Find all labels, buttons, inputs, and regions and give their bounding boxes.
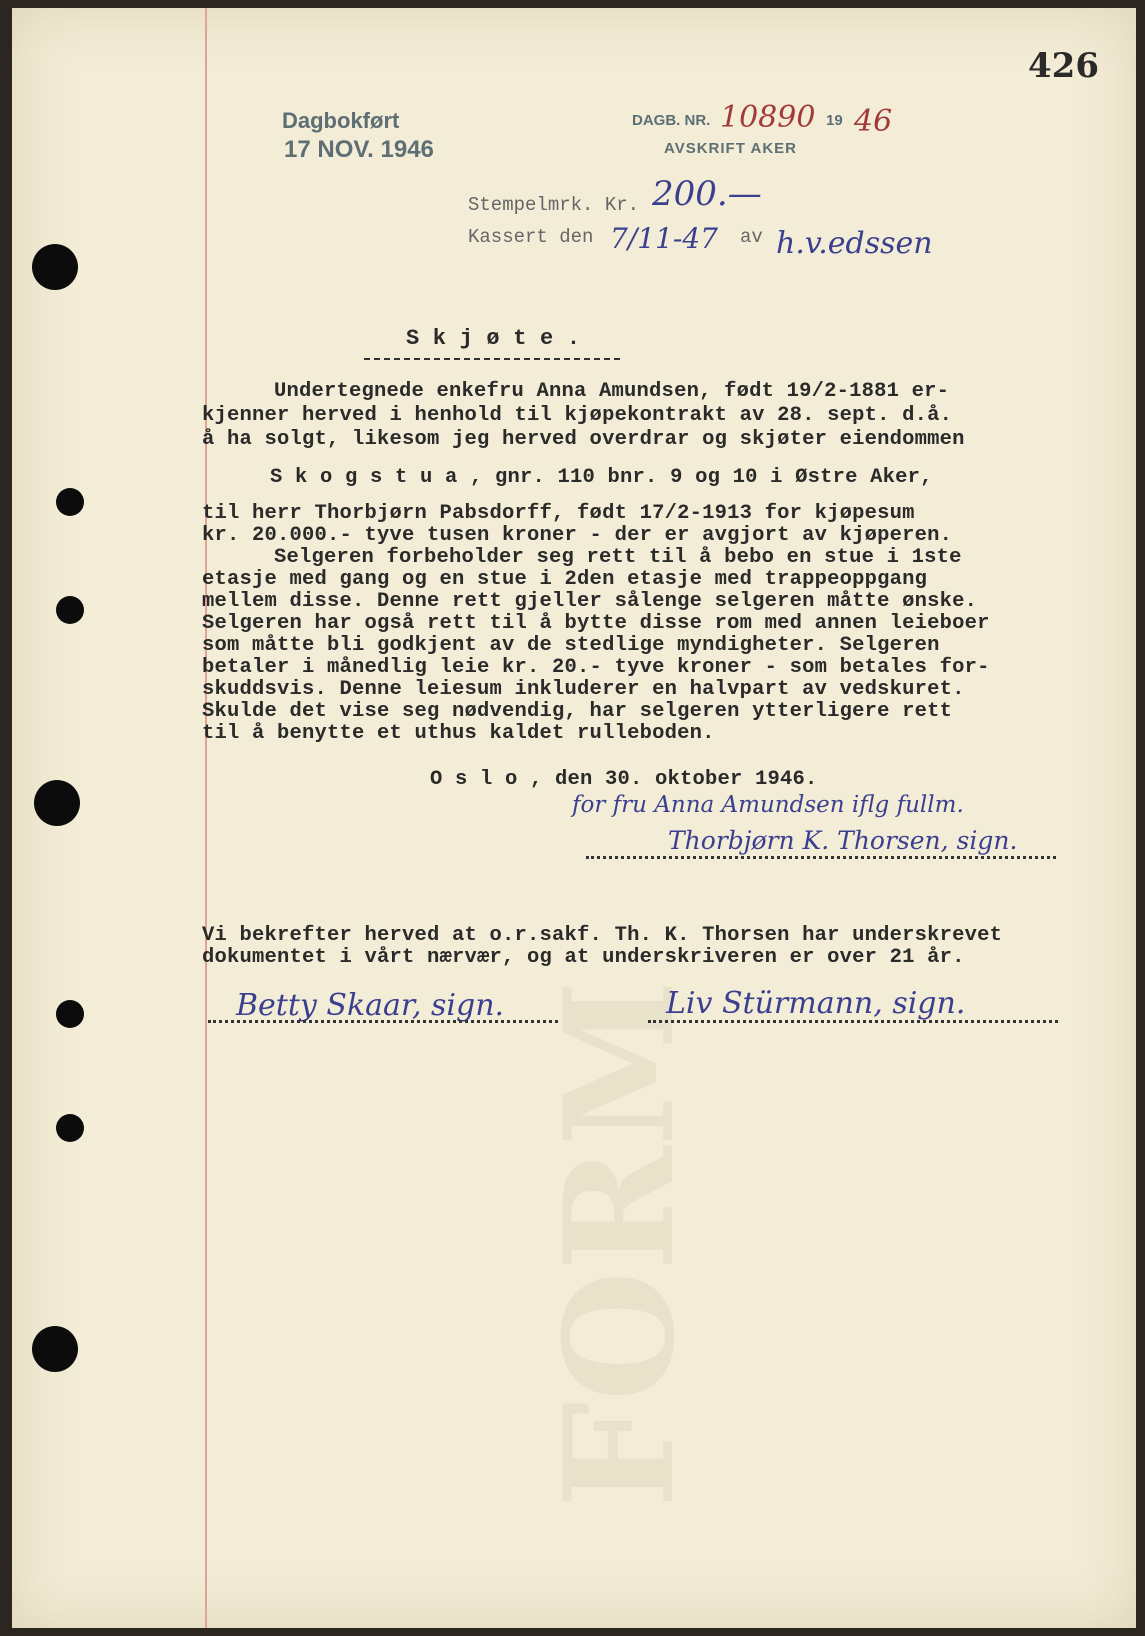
punch-hole [56, 596, 84, 624]
signature-line1: for fru Anna Amundsen iflg fullm. [572, 792, 964, 818]
dagb-nr-value: 10890 [720, 100, 816, 135]
signature-dotted-line [586, 856, 1056, 859]
witness1-signature: Betty Skaar, sign. [236, 988, 505, 1023]
dagbok-stamp-date: 17 NOV. 1946 [284, 136, 434, 163]
punch-hole [56, 1000, 84, 1028]
witness-line: dokumentet i vårt nærvær, og at underskriveren er over 21 år. [202, 946, 965, 969]
title-underline [364, 358, 620, 360]
body-line: Skulde det vise seg nødvendig, har selgeren ytterligere rett [202, 700, 953, 723]
kassert-name: h.v.edssen [776, 226, 933, 261]
body-line: etasje med gang og en stue i 2den etasje med trappeoppgang [202, 568, 928, 591]
punch-hole [34, 780, 80, 826]
document-title: S k j ø t e . [406, 326, 581, 351]
stempel-label: Stempelmrk. Kr. [468, 194, 640, 216]
avskrift-stamp: AVSKRIFT AKER [664, 140, 797, 157]
body-line: S k o g s t u a , gnr. 110 bnr. 9 og 10 i Østre Aker, [270, 466, 933, 489]
body-line: som måtte bli godkjent av de stedlige myndigheter. Selgeren [202, 634, 940, 657]
body-line: til å benytte et uthus kaldet rulleboden. [202, 722, 715, 745]
page-number: 426 [1028, 46, 1099, 86]
body-line: betaler i månedlig leie kr. 20.- tyve kroner - som betales for- [202, 656, 990, 679]
witness-line: Vi bekrefter herved at o.r.sakf. Th. K. Thorsen har underskrevet [202, 924, 1003, 947]
punch-hole [32, 244, 78, 290]
punch-hole [56, 1114, 84, 1142]
punch-hole [32, 1326, 78, 1372]
place-date: O s l o , den 30. oktober 1946. [430, 768, 818, 791]
dagbok-stamp-label: Dagbokført [282, 108, 400, 133]
document-page [12, 8, 1136, 1628]
witness2-dotted-line [648, 1020, 1058, 1023]
witness1-dotted-line [208, 1020, 558, 1023]
punch-hole [56, 488, 84, 516]
kassert-av: av [740, 226, 763, 248]
dagb-nr-label: DAGB. NR. [632, 112, 711, 129]
signature-line2: Thorbjørn K. Thorsen, sign. [668, 826, 1018, 855]
witness2-signature: Liv Stürmann, sign. [666, 986, 966, 1021]
body-line: mellem disse. Denne rett gjeller sålenge selgeren måtte ønske. [202, 590, 978, 613]
body-line: kjenner herved i henhold til kjøpekontrakt av 28. sept. d.å. [202, 404, 953, 427]
body-line: Undertegnede enkefru Anna Amundsen, født 19/2-1881 er- [274, 380, 950, 403]
red-margin-line [205, 8, 207, 1628]
kassert-date: 7/11-47 [610, 222, 718, 255]
kassert-label: Kassert den [468, 226, 594, 248]
dagb-year-hand: 46 [854, 104, 893, 139]
body-line: skuddsvis. Denne leiesum inkluderer en halvpart av vedskuret. [202, 678, 965, 701]
body-line: kr. 20.000.- tyve tusen kroner - der er avgjort av kjøperen. [202, 524, 953, 547]
body-line: Selgeren forbeholder seg rett til å bebo en stue i 1ste [274, 546, 962, 569]
body-line: å ha solgt, likesom jeg herved overdrar og skjøter eiendommen [202, 428, 965, 451]
body-line: Selgeren har også rett til å bytte disse rom med annen leieboer [202, 612, 990, 635]
dagb-year: 19 [826, 112, 843, 129]
stempel-value: 200.— [652, 174, 762, 214]
body-line: til herr Thorbjørn Pabsdorff, født 17/2-1913 for kjøpesum [202, 502, 915, 525]
background-watermark: FORM [532, 980, 708, 1508]
